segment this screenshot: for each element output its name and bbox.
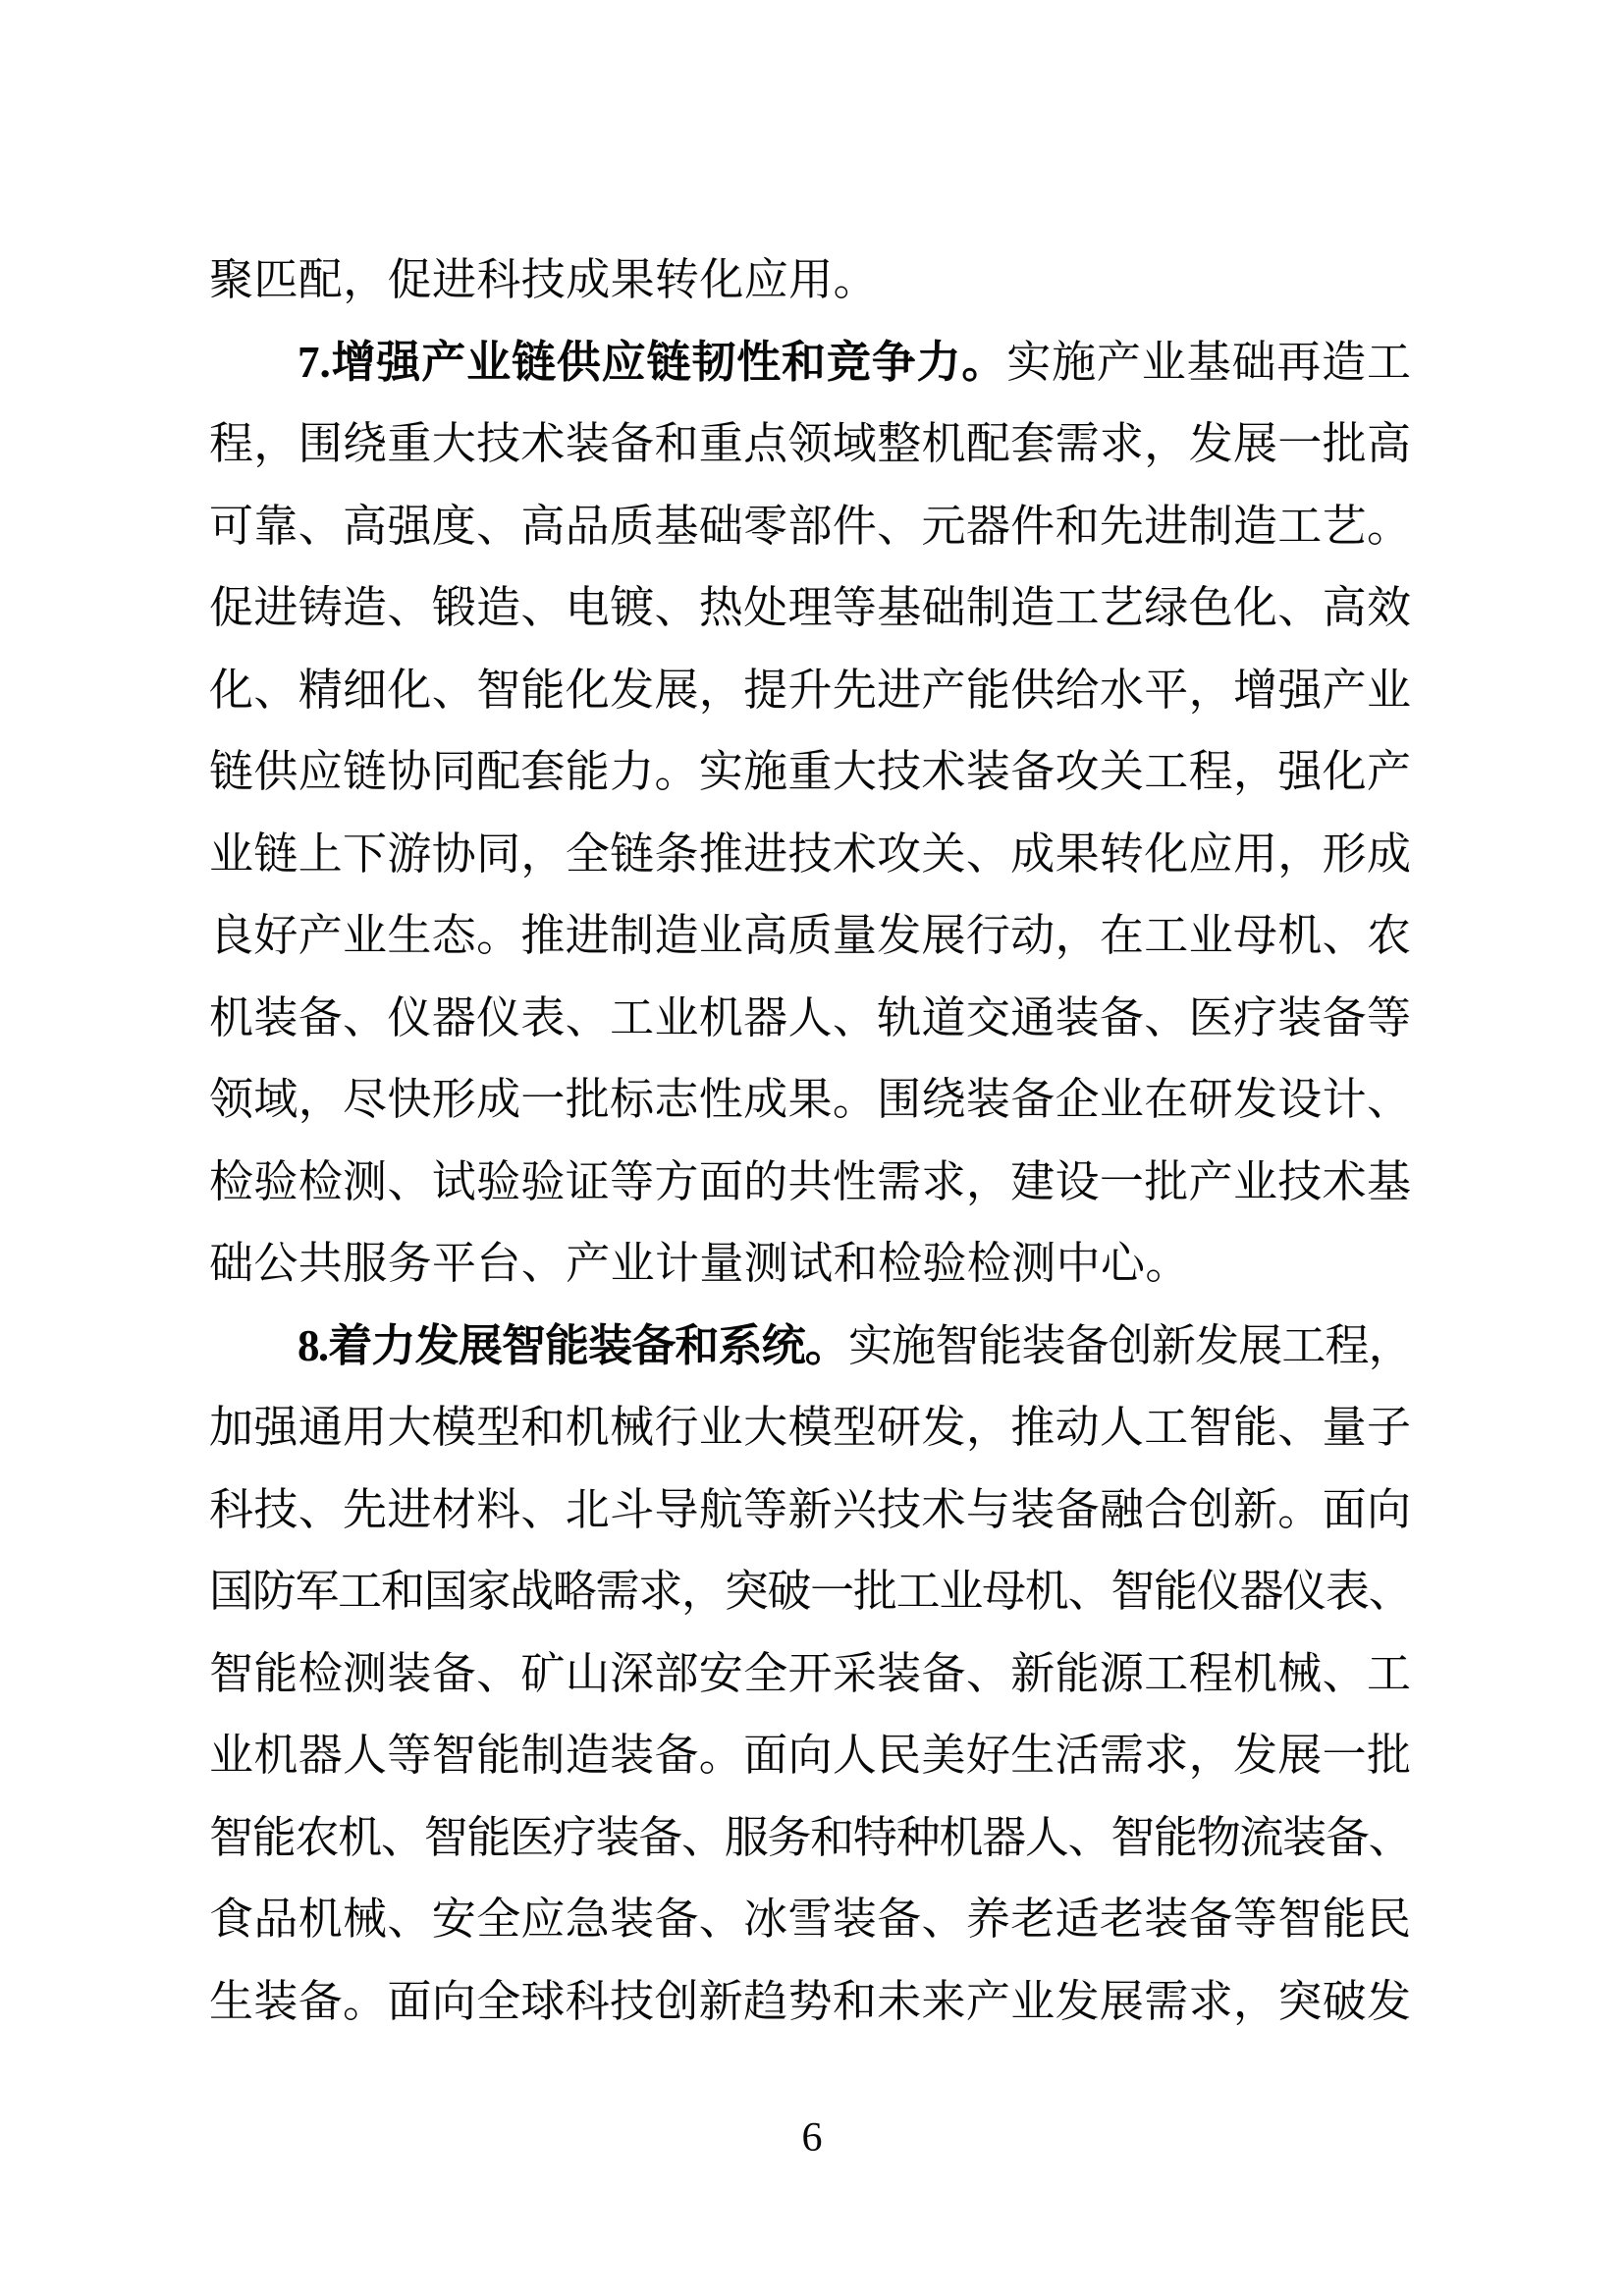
section-7-body-line: 可靠、高强度、高品质基础零部件、元器件和先进制造工艺。 [209, 501, 1411, 551]
section-7-body-line: 领域，尽快形成一批标志性成果。围绕装备企业在研发设计、 [209, 1075, 1411, 1124]
section-8-body-line: 业机器人等智能制造装备。面向人民美好生活需求，发展一批 [209, 1731, 1411, 1780]
section-7-heading-line [209, 322, 1411, 404]
section-8-heading-line [209, 1306, 1411, 1388]
section-7-body-line: 促进铸造、锻造、电镀、热处理等基础制造工艺绿色化、高效 [209, 583, 1411, 632]
section-8-body-line: 国防军工和国家战略需求，突破一批工业母机、智能仪器仪表、 [209, 1567, 1411, 1616]
section-8-body-line: 加强通用大模型和机械行业大模型研发，推动人工智能、量子 [209, 1403, 1411, 1452]
section-8-body-line: 智能检测装备、矿山深部安全开采装备、新能源工程机械、工 [209, 1648, 1411, 1698]
section-8-heading-continuation: 实施智能装备创新发展工程， [847, 1320, 1412, 1370]
section-8-body-line: 食品机械、安全应急装备、冰雪装备、养老适老装备等智能民 [209, 1895, 1411, 1944]
page-number: 6 [801, 2115, 823, 2161]
section-7-body-line: 程，围绕重大技术装备和重点领域整机配套需求，发展一批高 [209, 419, 1411, 468]
body-text [209, 240, 1411, 2043]
section-7-heading: 7.增强产业链供应链韧性和竞争力。 [298, 337, 1007, 387]
section-7-body-line: 业链上下游协同，全链条推进技术攻关、成果转化应用，形成 [209, 828, 1411, 879]
section-7-body-line: 链供应链协同配套能力。实施重大技术装备攻关工程，强化产 [209, 747, 1411, 796]
section-7-body-line: 化、精细化、智能化发展，提升先进产能供给水平，增强产业 [209, 665, 1411, 715]
section-7-body-line: 机装备、仪器仪表、工业机器人、轨道交通装备、医疗装备等 [209, 992, 1411, 1042]
section-7-last-line: 础公共服务平台、产业计量测试和检验检测中心。 [209, 1239, 1190, 1288]
section-8-body-line: 生装备。面向全球科技创新趋势和未来产业发展需求，突破发 [209, 1976, 1411, 2026]
section-8-body-line: 智能农机、智能医疗装备、服务和特种机器人、智能物流装备、 [209, 1812, 1411, 1862]
section-7-body-line: 良好产业生态。推进制造业高质量发展行动，在工业母机、农 [209, 911, 1411, 960]
section-7-heading-continuation: 实施产业基础再造工 [1006, 337, 1411, 387]
section-8-heading: 8.着力发展智能装备和系统。 [298, 1320, 848, 1370]
section-7-body-line: 检验检测、试验验证等方面的共性需求，建设一批产业技术基 [209, 1156, 1411, 1206]
section-8-body-line: 科技、先进材料、北斗导航等新兴技术与装备融合创新。面向 [209, 1484, 1411, 1534]
paragraph-6-last-line: 聚匹配，促进科技成果转化应用。 [209, 255, 879, 304]
